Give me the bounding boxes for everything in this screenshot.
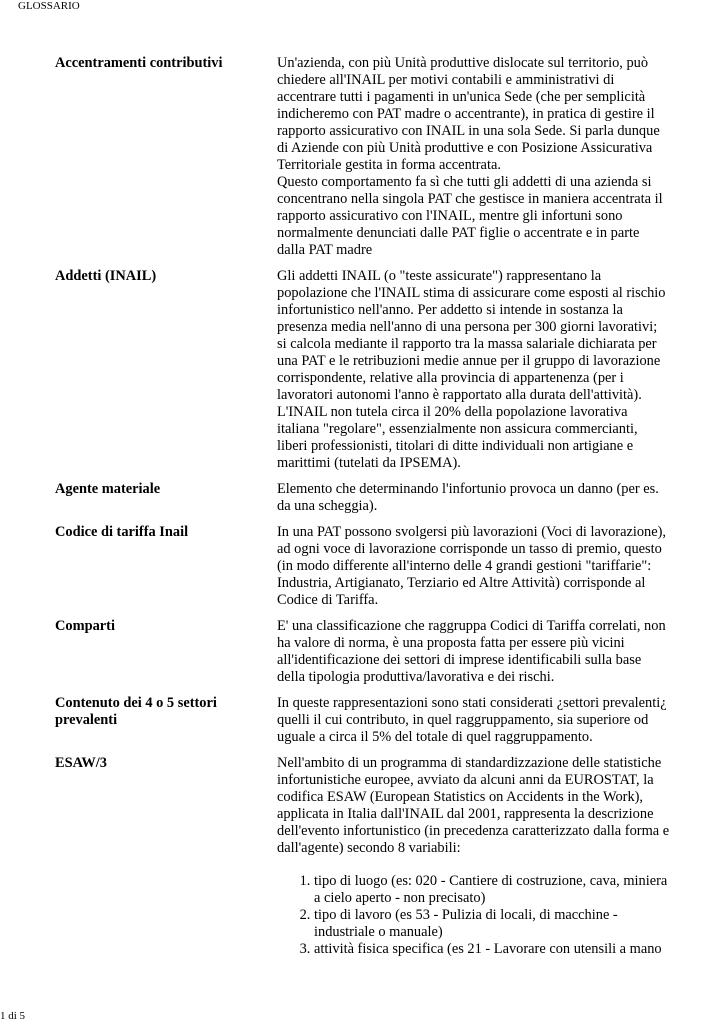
glossary-definition [277, 524, 670, 609]
glossary-term: Contenuto dei 4 o 5 settori prevalenti [55, 695, 217, 728]
definition-paragraph: Questo comportamento fa sì che tutti gli addetti di una azienda si concentrano nella singola PAT che gestisce in maniera accentrata il rapporto assicurativo con l'INAIL, mentre gli infortuni sono normalmente denunciati dalle PAT figlie o accentrate e in parte dalla PAT madre [277, 174, 663, 258]
definition-paragraph: Un'azienda, con più Unità produttive dislocate sul territorio, può chiedere all'INAIL per motivi contabili e amministrativi di accentrare tutti i pagamenti in un'unica Sede (che per semplicità indicheremo con PAT madre o accentrante), in pratica di gestire il rapporto assicurativo con INAIL in una sola Sede. Si parla dunque di Aziende con più Unità produttive e con Posizione Assicurativa Territoriale gestita in forma accentrata. [277, 55, 660, 173]
definition-paragraph: In queste rappresentazioni sono stati considerati ¿settori prevalenti¿ quelli il cui contributo, in quel raggruppamento, sia superiore od uguale a circa il 5% del totale di quel raggruppamento. [277, 695, 667, 745]
glossary-term: Codice di tariffa Inail [55, 524, 189, 540]
glossary-entry [55, 695, 670, 746]
glossary-term: ESAW/3 [55, 755, 107, 771]
glossary-entry [55, 481, 670, 515]
definition-paragraph: Elemento che determinando l'infortunio provoca un danno (per es. da una scheggia). [277, 481, 659, 514]
glossary-entry [55, 524, 670, 609]
definition-paragraph: In una PAT possono svolgersi più lavorazioni (Voci di lavorazione), ad ogni voce di lavorazione corrisponde un tasso di premio, questo (in modo differente all'interno delle 4 grandi gestioni "tariffarie": Industria, Artigianato, Terziario ed Altre Attività) corrisponde al Codice di Tariffa. [277, 524, 667, 608]
glossary-term: Comparti [55, 618, 115, 634]
glossary-entry [55, 55, 670, 259]
glossary-definition [277, 55, 670, 259]
definition-paragraph: Gli addetti INAIL (o "teste assicurate") rappresentano la popolazione che l'INAIL stima di assicurare come esposti al rischio infortunistico nell'anno. Per addetto si intende in sostanza la presenza media nell'anno di una persona per 300 giorni lavorativi; si calcola mediante il rapporto tra la massa salariale dichiarata per una PAT e le retribuzioni medie annue per il gruppo di lavorazione corrispondente, relative alla provincia di appartenenza (per i lavoratori autonomi l'anno è rapportato alla durata dell'attività). [277, 268, 666, 403]
glossary-table [55, 55, 670, 967]
glossary-term: Agente materiale [55, 481, 161, 497]
esaw-variables-list [277, 873, 670, 958]
glossary-definition [277, 695, 670, 746]
page-footer: 1 di 5 [0, 1010, 26, 1022]
glossary-entry [55, 755, 670, 958]
list-item: 2. tipo di lavoro (es 53 - Pulizia di locali, di macchine - industriale o manuale) [314, 907, 670, 941]
glossary-entry [55, 618, 670, 686]
list-item: 1. tipo di luogo (es: 020 - Cantiere di costruzione, cava, miniera a cielo aperto - non precisato) [314, 873, 670, 907]
glossary-definition [277, 618, 670, 686]
list-item: 3. attività fisica specifica (es 21 - Lavorare con utensili a mano [314, 941, 670, 958]
glossary-definition [277, 755, 670, 958]
glossary-entry [55, 268, 670, 472]
definition-paragraph: E' una classificazione che raggruppa Codici di Tariffa correlati, non ha valore di norma, è una proposta fatta per essere più vicini all'identificazione dei settori di imprese identificabili sulla base della tipologia produttiva/lavorativa e dei rischi. [277, 618, 666, 685]
glossary-term: Addetti (INAIL) [55, 268, 157, 284]
definition-paragraph: L'INAIL non tutela circa il 20% della popolazione lavorativa italiana "regolare", essenzialmente non assicura commercianti, liberi professionisti, titolari di ditte individuali non artigiane e marittimi (tutelati da IPSEMA). [277, 404, 638, 471]
glossary-definition [277, 268, 670, 472]
definition-paragraph: Nell'ambito di un programma di standardizzazione delle statistiche infortunistiche europee, avviato da alcuni anni da EUROSTAT, la codifica ESAW (European Statistics on Accidents in the Work), applicata in Italia dall'INAIL dal 2001, rappresenta la descrizione dell'evento infortunistico (in precedenza caratterizzato dalla forma e dall'agente) secondo 8 variabili: [277, 755, 670, 856]
glossary-definition [277, 481, 670, 515]
page-header: GLOSSARIO [18, 0, 80, 12]
glossary-term: Accentramenti contributivi [55, 55, 223, 71]
